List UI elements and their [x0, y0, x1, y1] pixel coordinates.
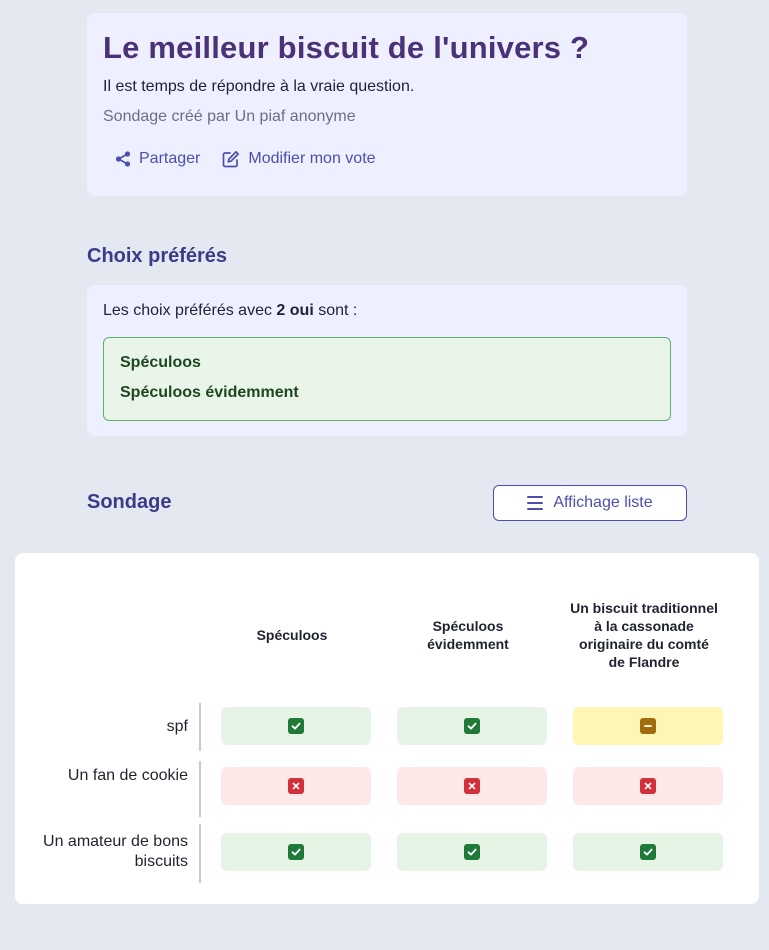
list-icon	[527, 496, 543, 510]
favorites-intro-suffix: sont :	[313, 302, 358, 319]
share-button[interactable]	[115, 150, 200, 168]
cross-icon	[288, 778, 304, 794]
vote-cell-yes[interactable]	[397, 833, 547, 871]
vote-cell-no[interactable]	[397, 767, 547, 805]
cross-icon	[640, 778, 656, 794]
votes-table	[15, 553, 759, 904]
row-divider	[199, 761, 201, 817]
row-voter-name: Un amateur de bons biscuits	[43, 833, 188, 870]
poll-title: Le meilleur biscuit de l'univers ?	[103, 30, 590, 65]
poll-actions	[115, 150, 376, 168]
check-icon	[464, 718, 480, 734]
column-header: Spéculoos évidemment	[427, 618, 509, 652]
minus-icon	[640, 718, 656, 734]
vote-cell-yes[interactable]	[397, 707, 547, 745]
favorites-count: 2 oui	[276, 302, 314, 319]
vote-cell-yes[interactable]	[221, 707, 371, 745]
check-icon	[288, 844, 304, 860]
poll-description: Il est temps de répondre à la vraie question.	[103, 78, 415, 95]
row-voter-name: spf	[166, 718, 188, 735]
vote-cell-yes[interactable]	[573, 833, 723, 871]
row-divider	[199, 824, 201, 883]
favorites-card	[87, 285, 687, 436]
favorite-item: Spéculoos	[120, 354, 201, 371]
edit-icon	[222, 150, 240, 168]
check-icon	[464, 844, 480, 860]
column-header: Un biscuit traditionnel à la cassonade originaire du comté de Flandre	[570, 600, 718, 670]
edit-vote-button[interactable]	[222, 150, 375, 168]
vote-cell-no[interactable]	[573, 767, 723, 805]
check-icon	[640, 844, 656, 860]
poll-header-card	[87, 13, 687, 196]
poll-author: Sondage créé par Un piaf anonyme	[103, 108, 356, 125]
list-view-button[interactable]	[493, 485, 687, 521]
vote-cell-maybe[interactable]	[573, 707, 723, 745]
check-icon	[288, 718, 304, 734]
vote-cell-yes[interactable]	[221, 833, 371, 871]
share-icon	[115, 151, 131, 167]
list-view-label: Affichage liste	[553, 494, 653, 511]
edit-vote-label: Modifier mon vote	[248, 150, 376, 167]
survey-title: Sondage	[87, 491, 172, 513]
favorites-list	[103, 337, 671, 421]
favorites-intro-text: Les choix préférés avec	[103, 302, 277, 319]
cross-icon	[464, 778, 480, 794]
row-voter-name: Un fan de cookie	[67, 767, 188, 784]
row-divider	[199, 703, 201, 751]
vote-cell-no[interactable]	[221, 767, 371, 805]
favorite-item: Spéculoos évidemment	[120, 384, 299, 401]
share-label: Partager	[139, 150, 201, 167]
favorites-title: Choix préférés	[87, 245, 228, 267]
column-header: Spéculoos	[256, 627, 328, 643]
favorites-intro	[103, 301, 671, 321]
